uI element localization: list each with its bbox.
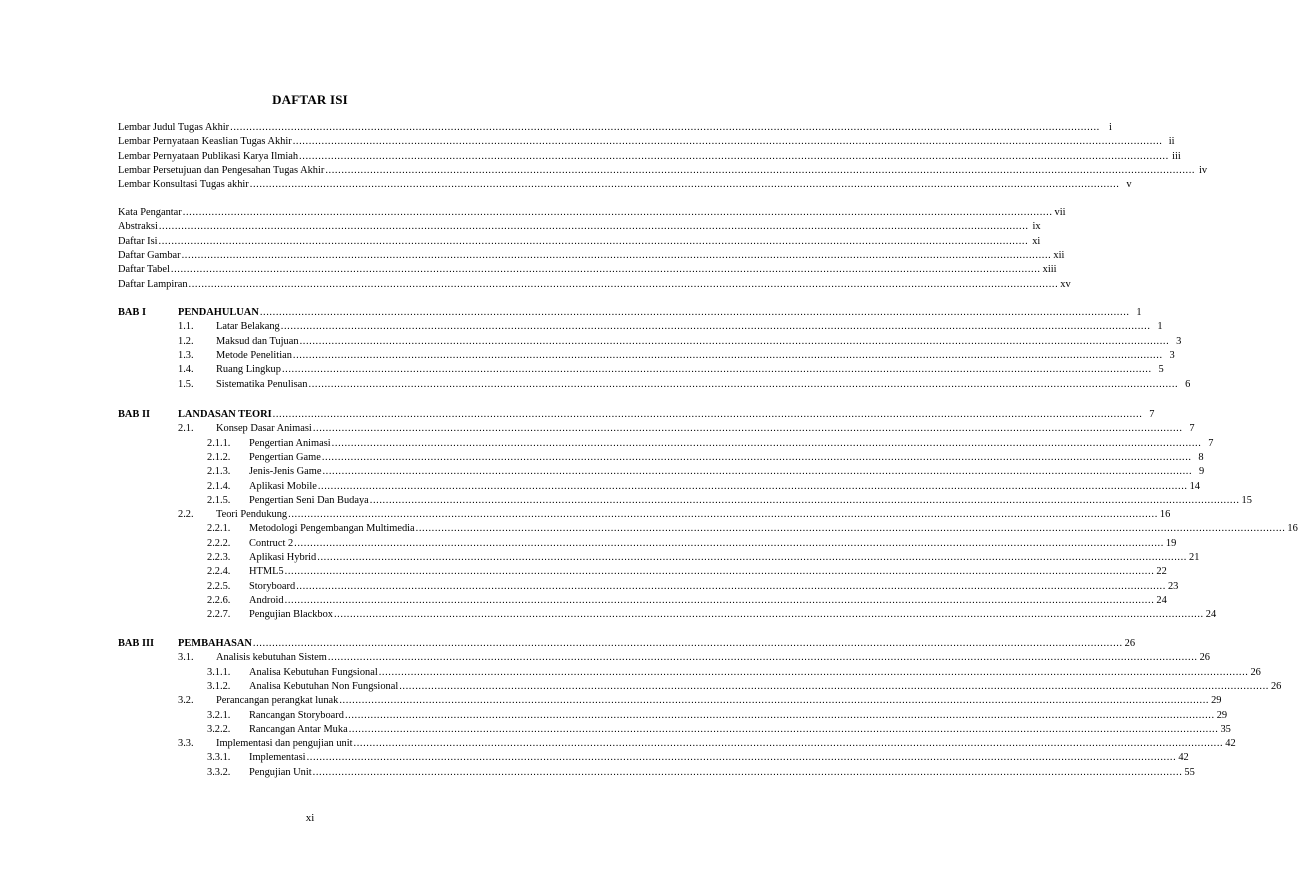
toc-page-number: 42 [1178,752,1189,764]
toc-subsubsection [207,522,1298,535]
toc-entry-label [207,451,322,464]
toc-dot-leader: ................................................................................................................................................................................................................................................................................ [344,709,1215,721]
toc-subsubsection [207,608,1217,621]
toc-page-number: 3 [1176,335,1182,347]
toc-entry-text: Lembar Persetujuan dan Pengesahan Tugas Akhir [118,164,325,176]
toc-dot-leader: ................................................................................................................................................................................................................................................................................ [284,566,1155,578]
toc-entry-text: Daftar Lampiran [118,278,188,290]
toc-entry-text: Analisa Kebutuhan Non Fungsional [249,680,399,692]
toc-entry-text: Abstraksi [118,221,158,233]
toc-entry-number: 2.2.7. [207,609,231,621]
toc-entry-number: 2.2.2. [207,537,231,549]
toc-subsubsection [207,437,1214,450]
chapter-heading [178,306,1142,319]
toc-dot-leader: ................................................................................................................................................................................................................................................................................ [252,638,1123,649]
toc-page-number: v [1126,179,1132,191]
toc-entry-label [207,437,332,450]
toc-entry-label [207,565,285,578]
toc-dot-leader: ................................................................................................................................................................................................................................................................................ [280,321,1151,333]
toc-entry [118,278,1071,291]
toc-entry-text: Kata Pengantar [118,207,182,218]
toc-page-number: 29 [1211,695,1222,707]
toc-dot-leader: ................................................................................................................................................................................................................................................................................ [353,738,1224,750]
toc-page-number: 22 [1156,566,1167,578]
toc-dot-leader: ................................................................................................................................................................................................................................................................................ [317,552,1188,563]
toc-page-number: 26 [1124,638,1136,649]
toc-entry-number: 1.2. [178,335,194,347]
toc-subsubsection [207,680,1282,693]
toc-page-number: 23 [1167,580,1179,592]
toc-entry [118,135,1175,148]
toc-page-number: 26 [1199,652,1210,664]
toc-entry-label [118,206,183,219]
toc-entry-label [207,465,322,478]
toc-entry-number: 3.1. [178,652,194,664]
toc-entry-number: 3.2. [178,695,194,707]
toc-dot-leader: ................................................................................................................................................................................................................................................................................ [288,509,1158,521]
toc-page-number: 24 [1205,609,1217,621]
toc-entry [118,121,1112,134]
toc-entry-text: Pengertian Animasi [249,437,331,449]
toc-dot-leader: ................................................................................................................................................................................................................................................................................ [281,364,1152,376]
toc-entry-text: Pengujian Unit [249,766,312,778]
toc-entry-label [207,480,318,493]
toc-entry-number: 2.1.3. [207,466,231,478]
toc-page-number: 16 [1159,509,1171,521]
toc-entry-number: 3.3.2. [207,766,231,778]
toc-entry-text: Contruct 2 [249,537,294,549]
toc-page-number: 55 [1184,766,1195,778]
toc-dot-leader: ................................................................................................................................................................................................................................................................................ [292,349,1163,361]
toc-subsection [178,320,1163,333]
toc-page-number: 8 [1198,451,1204,463]
toc-entry-label [118,150,299,163]
toc-entry-number: 2.2. [178,509,194,521]
toc-entry-text: Analisis kebutuhan Sistem [216,652,327,664]
toc-entry-label [118,121,230,134]
toc-page-number: xii [1053,249,1065,261]
toc-entry-text: Aplikasi Mobile [249,480,317,492]
toc-dot-leader: ................................................................................................................................................................................................................................................................................ [284,594,1155,606]
toc-entry-text: PEMBAHASAN [178,638,252,649]
toc-dot-leader: ................................................................................................................................................................................................................................................................................ [294,537,1164,549]
toc-page-number: vii [1054,207,1066,218]
toc-subsection [178,508,1171,521]
page-title: DAFTAR ISI [272,92,348,107]
toc-entry-label [207,751,307,764]
toc-entry-label [178,637,253,650]
toc-entry-text: Maksud dan Tujuan [216,335,299,347]
footer-page-number: xi [305,812,315,824]
toc-subsection [178,651,1210,664]
toc-subsubsection [207,751,1189,764]
toc-entry-number: 2.2.4. [207,566,231,578]
toc-entry-text: Lembar Judul Tugas Akhir [118,122,230,133]
toc-dot-leader: ................................................................................................................................................................................................................................................................................ [308,378,1179,390]
toc-entry-label [207,680,399,693]
toc-entry-label [207,608,334,621]
chapter-number: BAB III [118,638,155,649]
toc-entry-text: LANDASAN TEORI [178,409,272,420]
toc-entry-number: 2.2.3. [207,552,231,563]
toc-entry-label [118,249,182,262]
toc-entry-text: Implementasi [249,752,306,764]
toc-dot-leader: ................................................................................................................................................................................................................................................................................ [378,666,1249,678]
toc-entry-label [178,737,354,750]
toc-page-number: 6 [1185,378,1191,390]
toc-entry-text: Latar Belakang [216,321,280,333]
toc-dot-leader: ................................................................................................................................................................................................................................................................................ [331,437,1202,449]
toc-dot-leader: ................................................................................................................................................................................................................................................................................ [322,466,1193,478]
toc-entry-text: Teori Pendukung [216,509,288,521]
toc-entry-label [178,408,273,421]
toc-dot-leader: ................................................................................................................................................................................................................................................................................ [158,221,1029,233]
toc-page-number: 14 [1189,480,1200,492]
toc-dot-leader: ................................................................................................................................................................................................................................................................................ [181,249,1052,261]
toc-subsubsection [207,723,1231,736]
toc-subsection [178,363,1164,376]
toc-entry-label [118,278,189,291]
toc-dot-leader: ................................................................................................................................................................................................................................................................................ [182,207,1053,218]
toc-entry-number: 3.1.2. [207,680,231,692]
toc-dot-leader: ................................................................................................................................................................................................................................................................................ [249,179,1120,191]
toc-subsubsection [207,551,1200,564]
toc-entry-label [207,580,296,593]
toc-subsubsection [207,666,1261,679]
toc-subsubsection [207,565,1167,578]
toc-entry-label [207,723,349,736]
toc-page-number: 19 [1165,537,1177,549]
toc-page-number: 29 [1216,709,1228,721]
toc-entry-number: 2.1. [178,423,194,435]
toc-entry [118,249,1065,262]
toc-entry-label [118,235,159,248]
chapter-heading [178,637,1136,650]
toc-entry-number: 3.2.1. [207,709,231,721]
toc-entry-text: Lembar Konsultasi Tugas akhir [118,179,249,191]
toc-entry-text: HTML5 [249,566,284,578]
toc-entry-text: Pengertian Seni Dan Budaya [249,494,369,506]
toc-entry [118,150,1181,163]
toc-dot-leader: ................................................................................................................................................................................................................................................................................ [170,264,1041,276]
toc-page-number: 16 [1287,523,1298,535]
toc-entry-label [118,178,250,191]
toc-dot-leader: ................................................................................................................................................................................................................................................................................ [272,409,1143,420]
toc-entry-text: Lembar Pernyataan Keaslian Tugas Akhir [118,136,292,148]
toc-page-number: ix [1032,221,1041,233]
toc-dot-leader: ................................................................................................................................................................................................................................................................................ [188,278,1059,290]
toc-dot-leader: ................................................................................................................................................................................................................................................................................ [415,523,1286,535]
toc-page-number: iii [1172,150,1181,162]
toc-entry-label [178,320,281,333]
toc-entry-text: Pengujian Blackbox [249,609,333,621]
toc-entry-label [178,363,282,376]
toc-page-number: i [1109,122,1112,133]
toc-entry-text: Storyboard [249,580,296,592]
toc-entry-label [118,164,325,177]
toc-page-number: ii [1168,136,1175,148]
toc-entry-label [207,494,370,507]
toc-entry-text: Pengertian Game [249,451,321,463]
toc-dot-leader: ................................................................................................................................................................................................................................................................................ [325,164,1196,176]
toc-entry-label [178,306,260,319]
toc-dot-leader: ................................................................................................................................................................................................................................................................................ [230,122,1100,133]
toc-entry-text: Metodologi Pengembangan Multimedia [249,523,415,535]
toc-entry-text: Daftar Tabel [118,264,170,276]
toc-entry-label [207,766,313,779]
toc-entry-text: Rancangan Storyboard [249,709,344,721]
toc-entry-text: Android [249,594,284,606]
toc-entry-number: 2.1.4. [207,480,231,492]
toc-entry-number: 2.1.1. [207,437,231,449]
toc-entry-text: Analisa Kebutuhan Fungsional [249,666,378,678]
chapter-number: BAB II [118,409,151,420]
toc-entry-label [118,263,171,276]
chapter-number: BAB I [118,307,147,318]
toc-dot-leader: ................................................................................................................................................................................................................................................................................ [299,335,1170,347]
toc-dot-leader: ................................................................................................................................................................................................................................................................................ [321,451,1192,463]
toc-page-number: 26 [1250,666,1261,678]
toc-subsection [178,335,1182,348]
toc-dot-leader: ................................................................................................................................................................................................................................................................................ [399,680,1269,692]
toc-page-number: 1 [1157,321,1163,333]
toc-entry-text: Rancangan Antar Muka [249,723,348,735]
toc-entry-text: Lembar Pernyataan Publikasi Karya Ilmiah [118,150,299,162]
toc-entry-label [178,651,328,664]
toc-dot-leader: ................................................................................................................................................................................................................................................................................ [306,752,1177,764]
toc-entry-text: Metode Penelitian [216,349,292,361]
toc-entry-number: 1.5. [178,378,194,390]
toc-subsection [178,694,1222,707]
toc-entry-number: 3.1.1. [207,666,231,678]
toc-dot-leader: ................................................................................................................................................................................................................................................................................ [259,307,1130,318]
toc-entry-text: PENDAHULUAN [178,307,259,318]
toc-entry-label [118,135,293,148]
toc-entry-label [207,551,317,564]
toc-entry-number: 1.4. [178,364,194,376]
toc-page-number: 9 [1199,466,1205,478]
toc-entry [118,263,1057,276]
toc-entry-text: Aplikasi Hybrid [249,552,317,563]
toc-entry [118,164,1208,177]
toc-entry-text: Sistematika Penulisan [216,378,308,390]
toc-dot-leader: ................................................................................................................................................................................................................................................................................ [296,580,1166,592]
toc-entry-text: Perancangan perangkat lunak [216,695,339,707]
toc-page-number: 7 [1149,409,1155,420]
toc-entry-text: Implementasi dan pengujian unit [216,738,353,750]
toc-dot-leader: ................................................................................................................................................................................................................................................................................ [327,652,1198,664]
toc-dot-leader: ................................................................................................................................................................................................................................................................................ [312,766,1183,778]
toc-page-number: 5 [1158,364,1164,376]
toc-subsubsection [207,580,1179,593]
toc-subsection [178,378,1191,391]
toc-entry-number: 2.1.2. [207,451,231,463]
toc-page-number: 26 [1270,680,1282,692]
toc-subsection [178,349,1175,362]
chapter-heading [178,408,1155,421]
toc-entry-number: 3.3.1. [207,752,231,764]
toc-page-number: xiii [1042,264,1057,276]
toc-dot-leader: ................................................................................................................................................................................................................................................................................ [339,695,1210,707]
toc-subsubsection [207,594,1167,607]
toc-page-number: 3 [1169,349,1175,361]
toc-subsubsection [207,709,1228,722]
toc-entry-label [207,594,285,607]
toc-entry-label [118,220,159,233]
toc-entry-number: 3.3. [178,738,194,750]
toc-entry-text: Jenis-Jenis Game [249,466,322,478]
toc-page-number: xv [1060,278,1071,290]
toc-entry-number: 2.2.5. [207,580,231,592]
toc-subsubsection [207,494,1252,507]
toc-entry-label [207,522,416,535]
toc-entry-text: Konsep Dasar Animasi [216,423,312,435]
toc-dot-leader: ................................................................................................................................................................................................................................................................................ [292,136,1163,148]
toc-entry [118,220,1041,233]
toc-dot-leader: ................................................................................................................................................................................................................................................................................ [369,494,1240,506]
toc-page-number: xi [1032,235,1041,247]
toc-entry-text: Daftar Gambar [118,249,181,261]
toc-entry-label [178,378,309,391]
toc-dot-leader: ................................................................................................................................................................................................................................................................................ [312,423,1183,435]
toc-entry-text: Daftar Isi [118,235,158,247]
toc-entry-label [207,709,345,722]
toc-entry-text: Ruang Lingkup [216,364,281,376]
toc-page-number: 7 [1189,423,1195,435]
toc-dot-leader: ................................................................................................................................................................................................................................................................................ [299,150,1169,162]
toc-page-number: 35 [1220,723,1231,735]
toc-page-number: 24 [1156,594,1167,606]
toc-entry-number: 1.1. [178,321,194,333]
toc-entry-label [178,422,313,435]
toc-dot-leader: ................................................................................................................................................................................................................................................................................ [348,723,1219,735]
toc-entry-label [207,537,294,550]
toc-page-number: iv [1199,164,1208,176]
toc-subsubsection [207,465,1205,478]
toc-page-number: 1 [1136,307,1142,318]
toc-entry-label [207,666,379,679]
toc-entry-label [178,349,293,362]
toc-subsection [178,422,1195,435]
toc-entry-number: 2.1.5. [207,494,231,506]
toc-entry [118,178,1132,191]
toc-page-number: 7 [1208,437,1214,449]
toc-entry-number: 2.2.1. [207,523,231,535]
toc-entry-number: 1.3. [178,349,194,361]
toc-entry [118,206,1066,219]
toc-subsubsection [207,480,1200,493]
toc-dot-leader: ................................................................................................................................................................................................................................................................................ [317,480,1188,492]
toc-entry-label [178,694,339,707]
toc-page-number: 42 [1225,738,1236,750]
toc-entry-number: 2.2.6. [207,594,231,606]
toc-dot-leader: ................................................................................................................................................................................................................................................................................ [158,235,1029,247]
toc-subsection [178,737,1236,750]
toc-dot-leader: ................................................................................................................................................................................................................................................................................ [333,609,1204,621]
toc-subsubsection [207,451,1204,464]
toc-entry-label [178,508,288,521]
toc-entry [118,235,1041,248]
toc-subsubsection [207,766,1195,779]
toc-entry-label [178,335,300,348]
toc-subsubsection [207,537,1177,550]
toc-page-number: 15 [1241,494,1252,506]
toc-page-number: 21 [1189,552,1200,563]
toc-entry-number: 3.2.2. [207,723,231,735]
